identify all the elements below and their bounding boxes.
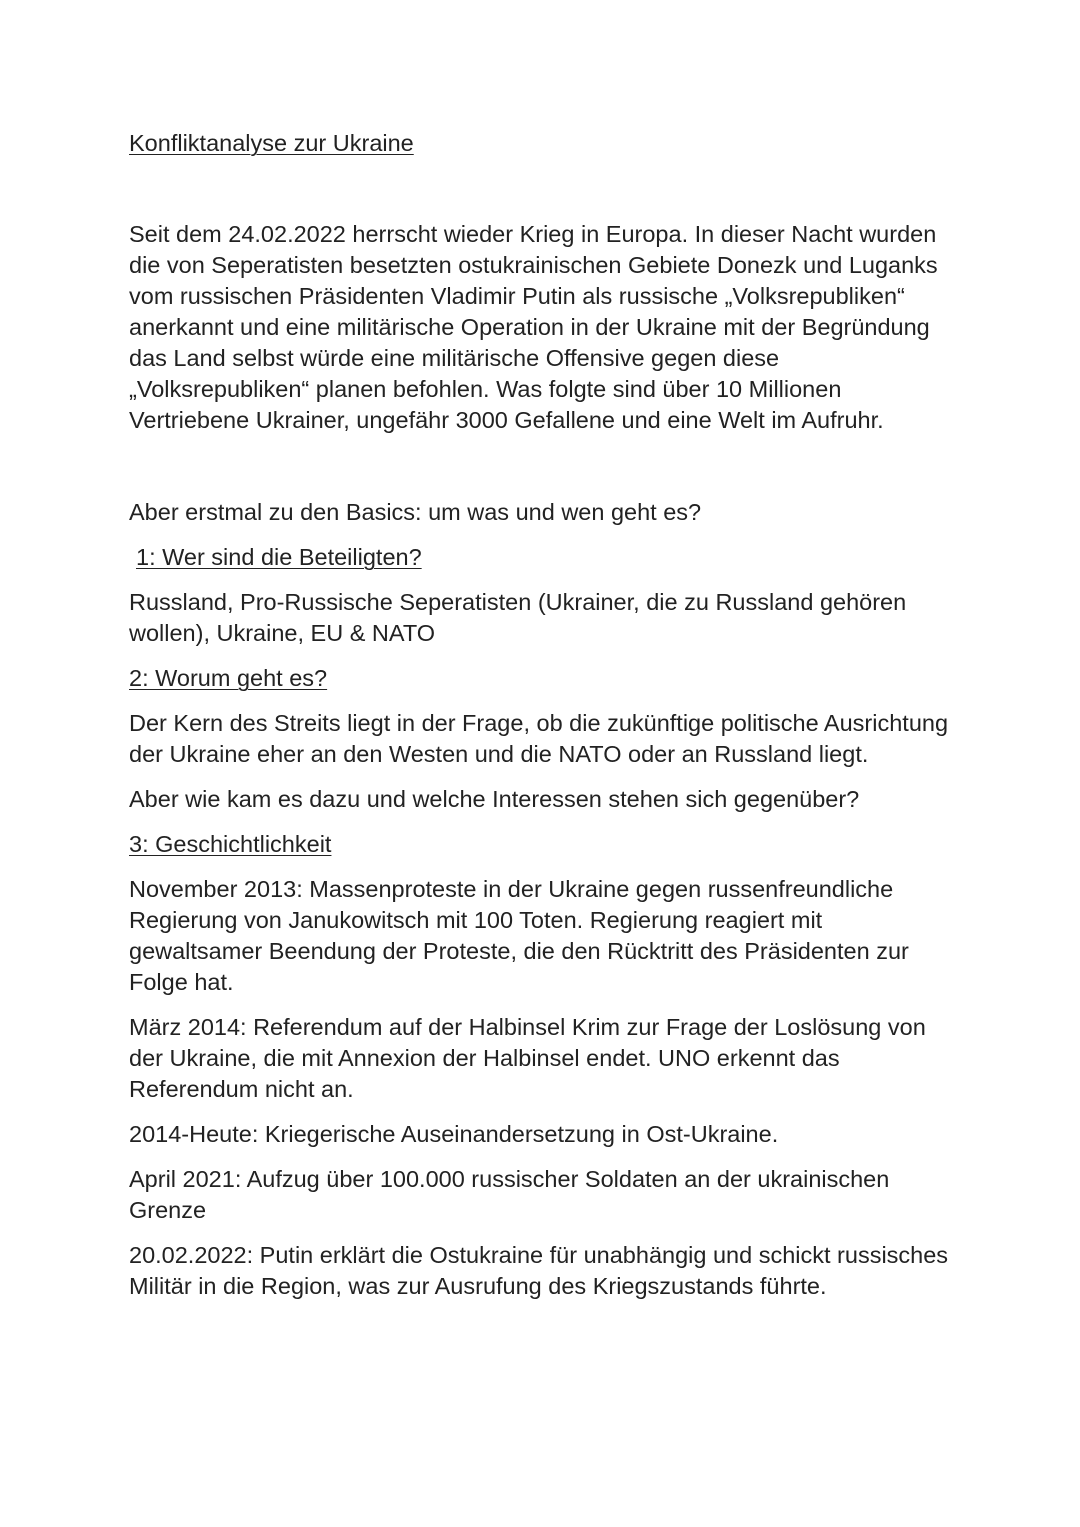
issue-question: Aber wie kam es dazu und welche Interessen stehen sich gegenüber? [129, 786, 860, 812]
basics-question: Aber erstmal zu den Basics: um was und wen geht es? [129, 499, 702, 525]
section-heading-participants: 1: Wer sind die Beteiligten? [136, 544, 422, 570]
issue-paragraph: Der Kern des Streits liegt in der Frage, ob die zukünftige politische Ausrichtung der Ukraine eher an den Westen und die NATO oder an Russland liegt. [129, 710, 949, 767]
document-page [129, 128, 959, 1302]
history-event: 2014-Heute: Kriegerische Auseinandersetzung in Ost-Ukraine. [129, 1121, 779, 1147]
intro-paragraph: Seit dem 24.02.2022 herrscht wieder Krieg in Europa. In dieser Nacht wurden die von Seperatisten besetzten ostukrainischen Gebiete Donezk und Luganks vom russischen Präsidenten Vladimir Putin als russische „Volksrepubliken“ anerkannt und eine militärische Operation in der Ukraine mit der Begründung das Land selbst würde eine militärische Offensive gegen diese „Volksrepubliken“ planen befohlen. Was folgte sind über 10 Millionen Vertriebene Ukrainer, ungefähr 3000 Gefallene und eine Welt im Aufruhr. [129, 221, 938, 433]
history-event: November 2013: Massenproteste in der Ukraine gegen russenfreundliche Regierung von Janukowitsch mit 100 Toten. Regierung reagiert mit gewaltsamer Beendung der Proteste, die den Rücktritt des Präsidenten zur Folge hat. [129, 876, 909, 995]
participants-paragraph: Russland, Pro-Russische Seperatisten (Ukrainer, die zu Russland gehören wollen), Ukraine, EU & NATO [129, 589, 907, 646]
section-heading-issue: 2: Worum geht es? [129, 665, 328, 691]
document-title: Konfliktanalyse zur Ukraine [129, 130, 414, 156]
section-heading-history: 3: Geschichtlichkeit [129, 831, 332, 857]
history-event: 20.02.2022: Putin erklärt die Ostukraine für unabhängig und schickt russisches Militär in die Region, was zur Ausrufung des Kriegszustands führte. [129, 1242, 949, 1299]
history-event: März 2014: Referendum auf der Halbinsel Krim zur Frage der Loslösung von der Ukraine, die mit Annexion der Halbinsel endet. UNO erkennt das Referendum nicht an. [129, 1014, 926, 1102]
history-event: April 2021: Aufzug über 100.000 russischer Soldaten an der ukrainischen Grenze [129, 1166, 890, 1223]
